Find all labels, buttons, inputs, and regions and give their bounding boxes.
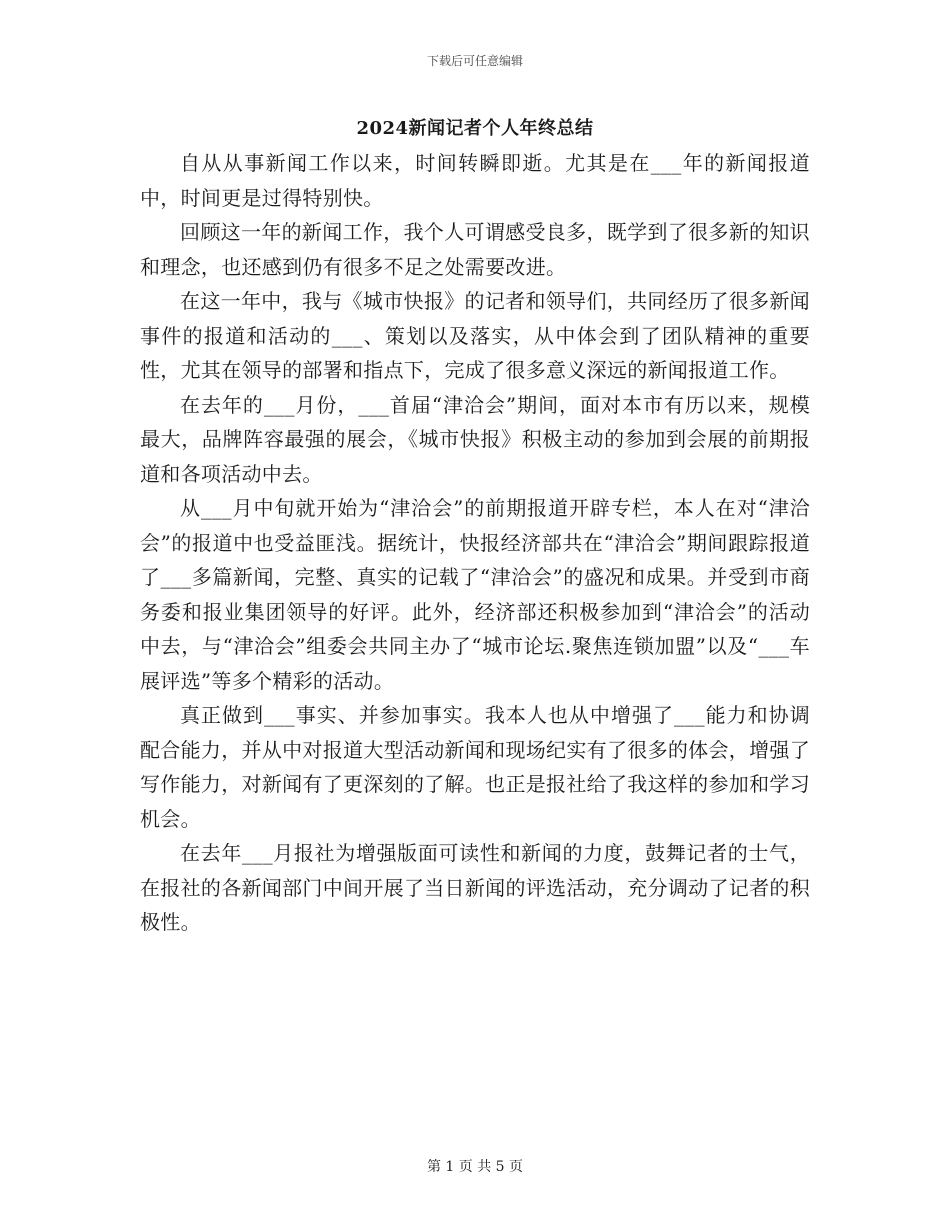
paragraph-7: 在去年___月报社为增强版面可读性和新闻的力度，鼓舞记者的士气，在报社的各新闻部门中间开展了当日新闻的评选活动，充分调动了记者的积极性。 bbox=[140, 841, 810, 934]
document-title: 2024新闻记者个人年终总结 bbox=[356, 118, 594, 139]
document-body bbox=[140, 146, 810, 940]
page-header: 下载后可任意编辑 bbox=[426, 54, 523, 68]
paragraph-3: 在这一年中，我与《城市快报》的记者和领导们，共同经历了很多新闻事件的报道和活动的___、策划以及落实，从中体会到了团队精神的重要性，尤其在领导的部署和指点下，完成了很多意义深远的新闻报道工作。 bbox=[140, 289, 810, 382]
paragraph-1: 自从从事新闻工作以来，时间转瞬即逝。尤其是在___年的新闻报道中，时间更是过得特别快。 bbox=[140, 151, 810, 210]
paragraph-6: 真正做到___事实、并参加事实。我本人也从中增强了___能力和协调配合能力，并从中对报道大型活动新闻和现场纪实有了很多的体会，增强了写作能力，对新闻有了更深刻的了解。也正是报社给了我这样的参加和学习机会。 bbox=[140, 703, 810, 831]
paragraph-5: 从___月中旬就开始为“津洽会”的前期报道开辟专栏，本人在对“津洽会”的报道中也受益匪浅。据统计，快报经济部共在“津洽会”期间跟踪报道了___多篇新闻，完整、真实的记载了“津洽会”的盛况和成果。并受到市商务委和报业集团领导的好评。此外，经济部还积极参加到“津洽会”的活动中去，与“津洽会”组委会共同主办了“城市论坛.聚焦连锁加盟”以及“___车展评选”等多个精彩的活动。 bbox=[140, 496, 810, 693]
paragraph-2: 回顾这一年的新闻工作，我个人可谓感受良多，既学到了很多新的知识和理念，也还感到仍有很多不足之处需要改进。 bbox=[140, 220, 810, 279]
page-number-footer: 第 1 页 共 5 页 bbox=[426, 1159, 524, 1175]
paragraph-4: 在去年的___月份，___首届“津洽会”期间，面对本市有历以来，规模最大，品牌阵容最强的展会，《城市快报》积极主动的参加到会展的前期报道和各项活动中去。 bbox=[140, 392, 810, 486]
